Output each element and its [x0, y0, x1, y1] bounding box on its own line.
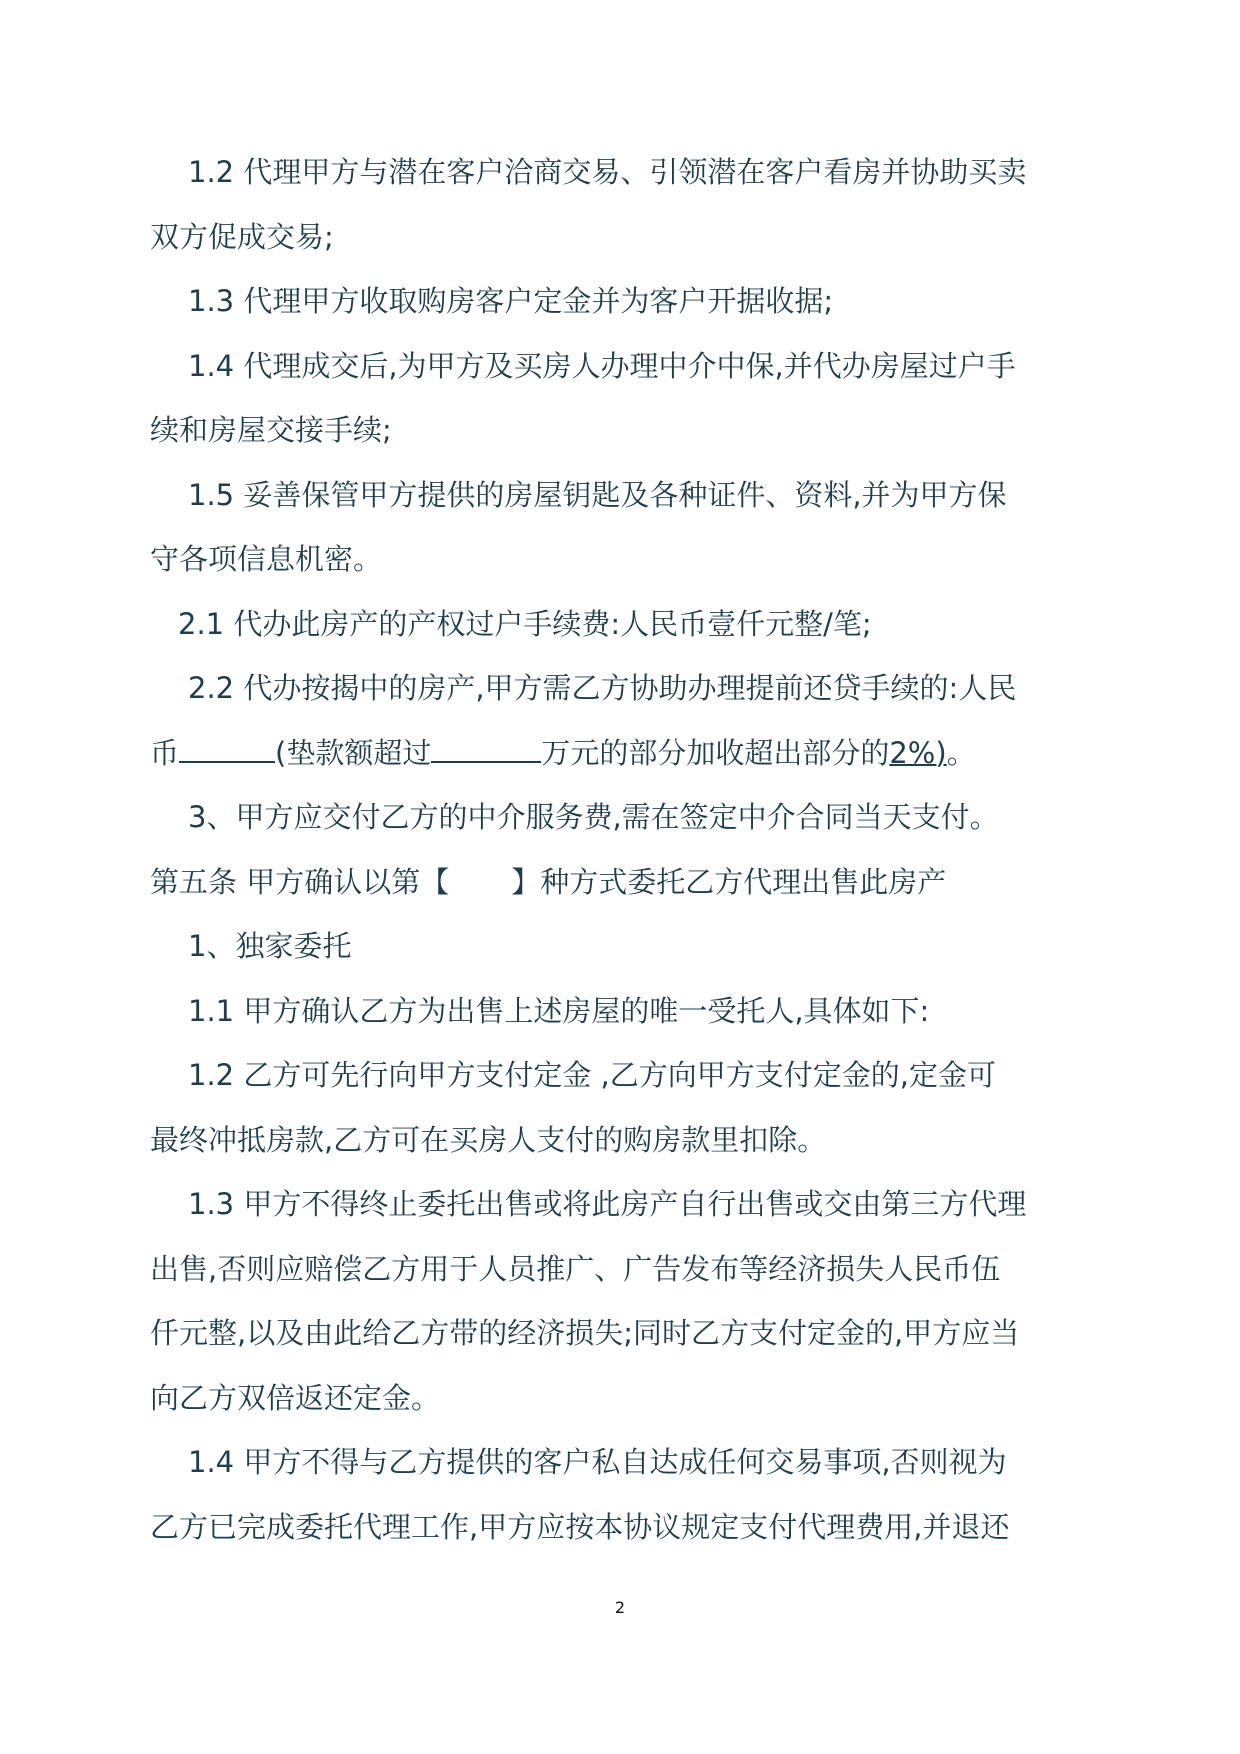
clause-1-4b-line-1: 1.4 甲方不得与乙方提供的客户私自达成任何交易事项,否则视为	[188, 1445, 1007, 1479]
document-body	[150, 140, 1100, 1559]
fill-in-blank-threshold	[431, 732, 541, 763]
clause-1-4b-line-2: 乙方已完成委托代理工作,甲方应按本协议规定支付代理费用,并退还	[150, 1509, 1010, 1544]
clause-1-1: 1.1 甲方确认乙方为出售上述房屋的唯一受托人,具体如下:	[188, 993, 930, 1028]
clause-2-1: 2.1 代办此房产的产权过户手续费:人民币壹仟元整/笔;	[178, 606, 872, 641]
clause-1-3: 1.3 代理甲方收取购房客户定金并为客户开据收据;	[188, 284, 834, 318]
clause-2-2-line-1: 2.2 代办按揭中的房产,甲方需乙方协助办理提前还贷手续的:人民	[188, 671, 1017, 705]
clause-1-3b-line-3: 仟元整,以及由此给乙方带的经济损失;同时乙方支付定金的,甲方应当	[150, 1316, 1020, 1350]
clause-2-2-prefix: 币	[150, 735, 180, 770]
article-5-heading	[150, 850, 1100, 915]
clause-1-3b-line-1: 1.3 甲方不得终止委托出售或将此房产自行出售或交由第三方代理	[188, 1187, 1027, 1221]
clause-1-2-line-2: 双方促成交易;	[150, 219, 334, 254]
fill-in-blank-amount	[179, 732, 275, 763]
clause-2-2-line-2	[150, 721, 1100, 786]
clause-2-2-rate: 2%)	[889, 735, 947, 770]
clause-1-3b-line-4: 向乙方双倍返还定金。	[150, 1380, 441, 1415]
clause-2-2-suffix: 。	[946, 735, 976, 770]
clause-3: 3、甲方应交付乙方的中介服务费,需在签定中介合同当天支付。	[188, 800, 999, 834]
clause-1-5-line-1: 1.5 妥善保管甲方提供的房屋钥匙及各种证件、资料,并为甲方保	[188, 477, 1007, 512]
clause-1-4-line-1: 1.4 代理成交后,为甲方及买房人办理中介中保,并代办房屋过户手	[188, 348, 1016, 383]
clause-1-2-line-1: 1.2 代理甲方与潜在客户洽商交易、引领潜在客户看房并协助买卖	[188, 155, 1027, 189]
section-1-exclusive: 1、独家委托	[188, 929, 352, 963]
clause-1-2b-line-1: 1.2 乙方可先行向甲方支付定金 ,乙方向甲方支付定金的,定金可	[188, 1058, 996, 1092]
page-number: 2	[614, 1598, 626, 1617]
article-5-heading-start: 第五条 甲方确认以第【	[150, 864, 450, 899]
clause-2-2-middle: (垫款额超过	[275, 735, 432, 770]
clause-1-3b-line-2: 出售,否则应赔偿乙方用于人员推广、广告发布等经济损失人民币伍	[150, 1251, 1001, 1286]
article-5-heading-end: 】种方式委托乙方代理出售此房产	[511, 864, 947, 899]
clause-2-2-after-blank: 万元的部分加收超出部分的	[541, 735, 890, 770]
clause-1-5-line-2: 守各项信息机密。	[150, 542, 383, 576]
clause-1-4-line-2: 续和房屋交接手续;	[150, 413, 392, 447]
clause-1-2b-line-2: 最终冲抵房款,乙方可在买房人支付的购房款里扣除。	[150, 1122, 827, 1157]
